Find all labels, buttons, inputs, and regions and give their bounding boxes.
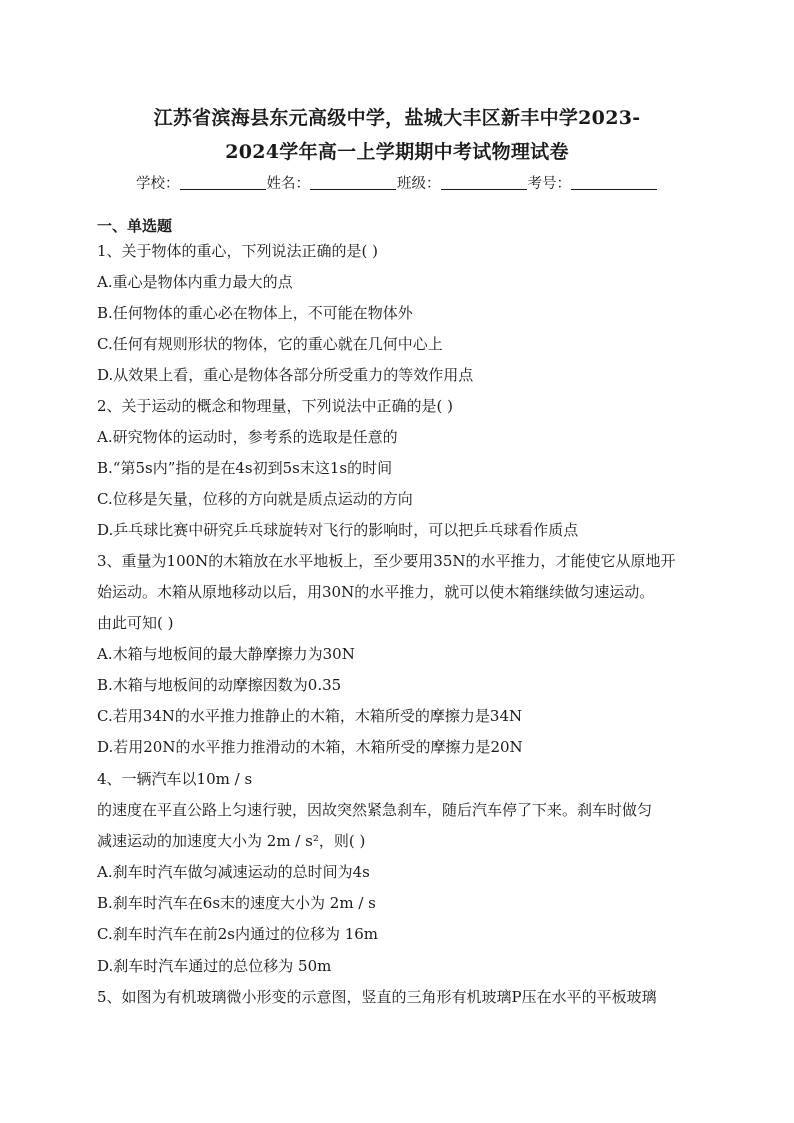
question-2-option-c: C.位移是矢量，位移的方向就是质点运动的方向	[97, 490, 413, 508]
question-4-option-a: A.刹车时汽车做匀减速运动的总时间为4s	[97, 863, 370, 881]
exam-title-line-2: 2024学年高一上学期期中考试物理试卷	[225, 141, 569, 163]
question-4-option-c: C.刹车时汽车在前2s内通过的位移为 16m	[97, 925, 379, 943]
name-label: 姓名：	[266, 176, 310, 192]
school-label: 学校：	[136, 176, 180, 192]
class-label: 班级：	[397, 176, 441, 192]
question-4-stem-line-1: 4、一辆汽车以10m / s	[97, 770, 253, 788]
question-5-stem-line-1: 5、如图为有机玻璃微小形变的示意图，竖直的三角形有机玻璃P压在水平的平板玻璃	[97, 988, 657, 1006]
question-2-stem: 2、关于运动的概念和物理量，下列说法中正确的是( )	[97, 397, 454, 415]
exam-title-line-1: 江苏省滨海县东元高级中学，盐城大丰区新丰中学2023-	[153, 107, 641, 129]
class-field	[397, 172, 528, 193]
question-3-option-a: A.木箱与地板间的最大静摩擦力为30N	[97, 645, 355, 663]
question-3-stem-line-3: 由此可知( )	[97, 614, 174, 632]
question-4-stem-line-3: 减速运动的加速度大小为 2m / s²，则( )	[97, 832, 366, 850]
question-3-stem-line-2: 始运动。木箱从原地移动以后，用30N的水平推力，就可以使木箱继续做匀速运动。	[97, 583, 655, 601]
question-1-stem: 1、关于物体的重心，下列说法正确的是( )	[97, 242, 379, 260]
exam-number-label: 考号：	[527, 176, 571, 192]
section-heading: 一、单选题	[97, 217, 173, 235]
name-field	[267, 172, 398, 193]
question-2-option-d: D.乒乓球比赛中研究乒乓球旋转对飞行的影响时，可以把乒乓球看作质点	[97, 521, 579, 539]
school-field	[136, 172, 267, 193]
question-3-stem-line-1: 3、重量为100N的木箱放在水平地板上，至少要用35N的水平推力，才能使它从原地开	[97, 552, 676, 570]
student-info-fields	[0, 172, 794, 193]
question-1-option-a: A.重心是物体内重力最大的点	[97, 273, 293, 291]
question-1-option-d: D.从效果上看，重心是物体各部分所受重力的等效作用点	[97, 366, 474, 384]
question-1-option-b: B.任何物体的重心必在物体上，不可能在物体外	[97, 304, 413, 322]
school-blank	[180, 175, 266, 190]
question-1-option-c: C.任何有规则形状的物体，它的重心就在几何中心上	[97, 335, 443, 353]
question-2-option-a: A.研究物体的运动时，参考系的选取是任意的	[97, 428, 398, 446]
question-4-stem-line-2: 的速度在平直公路上匀速行驶，因故突然紧急刹车，随后汽车停了下来。刹车时做匀	[97, 801, 653, 819]
class-blank	[441, 175, 527, 190]
question-3-option-c: C.若用34N的水平推力推静止的木箱，木箱所受的摩擦力是34N	[97, 707, 523, 725]
question-4-option-d: D.刹车时汽车通过的总位移为 50m	[97, 957, 332, 975]
name-blank	[310, 175, 396, 190]
exam-number-blank	[571, 175, 657, 190]
question-3-option-d: D.若用20N的水平推力推滑动的木箱，木箱所受的摩擦力是20N	[97, 738, 523, 756]
question-2-option-b: B.“第5s内”指的是在4s初到5s末这1s的时间	[97, 459, 393, 477]
question-3-option-b: B.木箱与地板间的动摩擦因数为0.35	[97, 676, 342, 694]
exam-number-field	[528, 172, 659, 193]
question-4-option-b: B.刹车时汽车在6s末的速度大小为 2m / s	[97, 894, 376, 912]
